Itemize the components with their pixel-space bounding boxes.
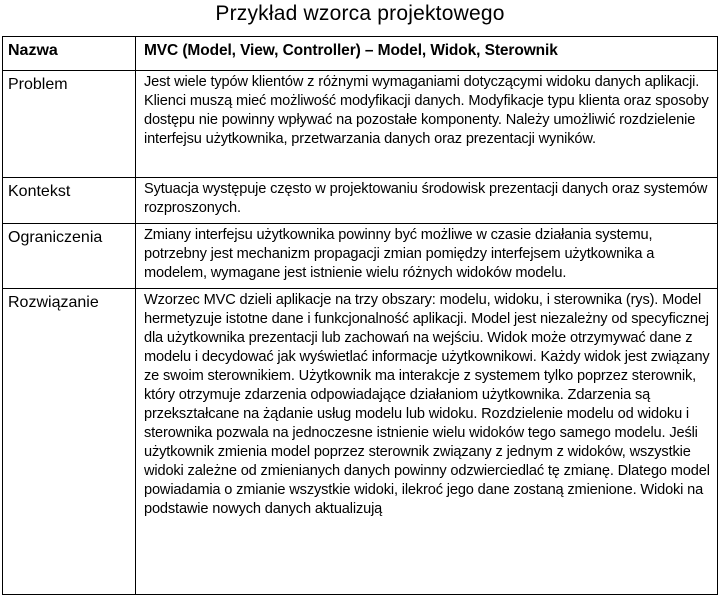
table-row-context (3, 178, 718, 224)
row-value-solution: Wzorzec MVC dzieli aplikacje na trzy obszary: modelu, widoku, i sterownika (rys). Model hermetyzuje istotne dane i funkcjonalność aplikacji. Model jest niezależny od specyficznej dla użytkownika prezentacji lub zachowań na wejściu. Widok może otrzymywać dane z modelu i decydować jak wyświetlać informacje użytkownikowi. Każdy widok jest związany ze swoim sterownikiem. Użytkownik ma interakcje z systemem tylko poprzez sterownik, który otrzymuje zdarzenia odpowiadające działaniom użytkownika. Zdarzenia są przekształcane na żądanie usług modelu lub widoku. Rozdzielenie modelu od widoku i sterownika pozwala na jednoczesne istnienie wielu widoków tego samego modelu. Jeśli użytkownik zmienia model poprzez sterownik związany z jednym z widoków, wszystkie widoki zależne od zmienianych danych powinny odzwierciedlać tę zmianę. Dlatego model powiadamia o zmianie wszystkie widoki, ilekroć jego dane zostaną zmienione. Widoki na podstawie nowych danych aktualizują (136, 289, 718, 595)
row-value-context: Sytuacja występuje często w projektowaniu środowisk prezentacji danych oraz systemów rozproszonych. (136, 178, 718, 224)
row-label-solution: Rozwiązanie (3, 289, 136, 595)
row-value-constraints: Zmiany interfejsu użytkownika powinny być możliwe w czasie działania systemu, potrzebny jest mechanizm propagacji zmian pomiędzy interfejsem użytkownika a modelem, wymagane jest istnienie wielu różnych widoków modelu. (136, 224, 718, 289)
table-row-name (3, 37, 718, 71)
row-label-constraints: Ograniczenia (3, 224, 136, 289)
table-row-constraints (3, 224, 718, 289)
row-value-problem: Jest wiele typów klientów z różnymi wymaganiami dotyczącymi widoku danych aplikacji. Klienci muszą mieć możliwość modyfikacji danych. Modyfikacje typu klienta oraz sposoby dostępu nie powinny wpływać na pozostałe komponenty. Należy umożliwić rozdzielenie interfejsu użytkownika, przetwarzania danych oraz prezentacji wyników. (136, 71, 718, 178)
row-value-name: MVC (Model, View, Controller) – Model, Widok, Sterownik (136, 37, 718, 71)
row-label-name: Nazwa (3, 37, 136, 71)
table-row-solution (3, 289, 718, 595)
row-label-problem: Problem (3, 71, 136, 178)
row-label-context: Kontekst (3, 178, 136, 224)
table-row-problem (3, 71, 718, 178)
design-pattern-table (2, 36, 718, 595)
slide-title: Przykład wzorca projektowego (215, 2, 505, 25)
